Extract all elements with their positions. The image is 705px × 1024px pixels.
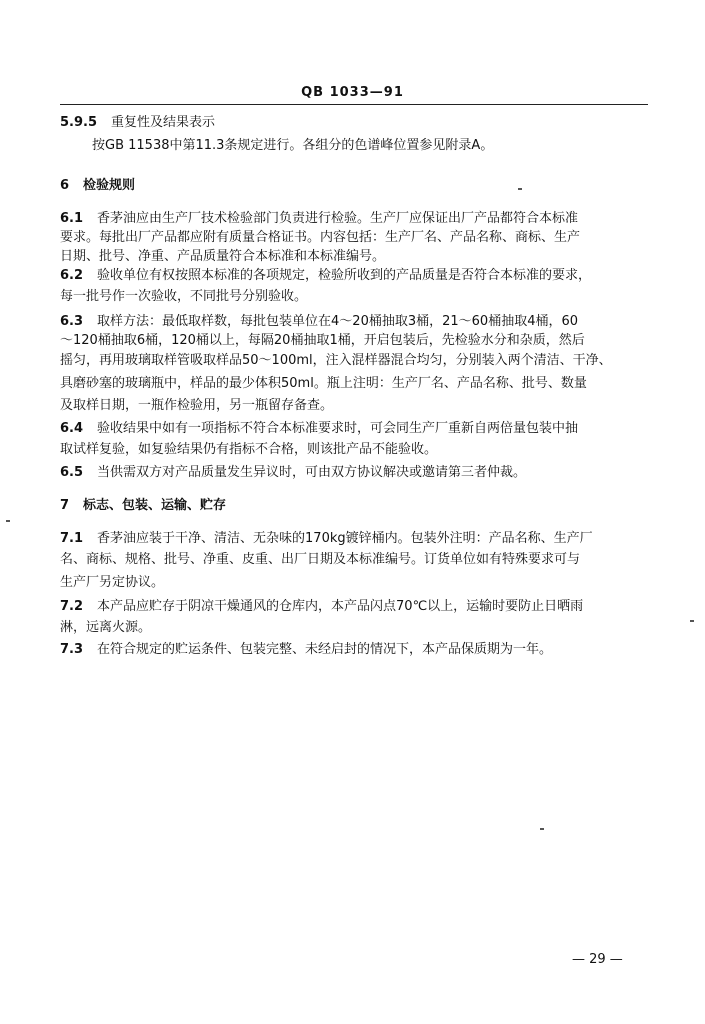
section-7-heading	[60, 497, 226, 514]
clause-number: 7.2	[60, 599, 84, 614]
clause-6-1-cont	[60, 248, 385, 265]
clause-6-3	[60, 313, 578, 330]
clause-text: 香茅油应装于干净、清洁、无杂味的170kg镀锌桶内。包装外注明：产品名称、生产厂	[97, 531, 593, 546]
scan-speck	[690, 620, 694, 622]
clause-number: 6.4	[60, 421, 84, 436]
clause-text: 按GB 11538中第11.3条规定进行。各组分的色谱峰位置参见附录A。	[92, 138, 494, 153]
clause-text: 日期、批号、净重、产品质量符合本标准和本标准编号。	[60, 249, 386, 264]
clause-number: 6.3	[60, 314, 84, 329]
clause-number: 7.1	[60, 531, 84, 546]
clause-7-1-cont	[60, 574, 164, 591]
clause-number: 7.3	[60, 642, 84, 657]
clause-6-5	[60, 464, 526, 481]
clause-text: 淋，远离火源。	[60, 620, 152, 635]
clause-7-1	[60, 530, 593, 547]
clause-text: 验收单位有权按照本标准的各项规定，检验所收到的产品质量是否符合本标准的要求，	[97, 268, 592, 283]
clause-6-2	[60, 267, 591, 284]
clause-text: 验收结果中如有一项指标不符合本标准要求时，可会同生产厂重新自两倍量包装中抽	[97, 421, 579, 436]
clause-7-3	[60, 641, 552, 658]
scan-speck	[6, 520, 10, 522]
clause-text: 取试样复验，如复验结果仍有指标不合格，则该批产品不能验收。	[60, 442, 438, 457]
section-number: 6	[60, 178, 70, 193]
header-rule	[60, 104, 648, 105]
clause-text: 具磨砂塞的玻璃瓶中，样品的最少体积50ml。瓶上注明：生产厂名、产品名称、批号、数量	[60, 376, 587, 391]
section-title: 检验规则	[83, 178, 136, 193]
clause-6-1-cont	[60, 229, 580, 246]
clause-text: 要求。每批出厂产品都应附有质量合格证书。内容包括：生产厂名、产品名称、商标、生产	[60, 230, 581, 245]
page-number: — 29 —	[572, 952, 623, 967]
clause-text: 取样方法：最低取样数，每批包装单位在4～20桶抽取3桶，21～60桶抽取4桶，60	[97, 314, 579, 329]
section-title: 标志、包装、运输、贮存	[83, 498, 227, 513]
clause-7-2-cont	[60, 619, 151, 636]
clause-number: 5.9.5	[60, 115, 98, 130]
clause-6-3-cont	[60, 352, 612, 369]
clause-6-4-cont	[60, 441, 437, 458]
clause-text: 每一批号作一次验收，不同批号分别验收。	[60, 289, 308, 304]
clause-6-4	[60, 420, 578, 437]
clause-text: 摇匀，再用玻璃取样管吸取样品50～100ml，注入混样器混合均匀，分别装入两个清洁、干净、	[60, 353, 612, 368]
scan-speck	[540, 828, 544, 830]
standard-code-header: QB 1033—91	[301, 85, 404, 100]
scan-speck	[518, 188, 522, 190]
clause-text: 本产品应贮存于阴凉干燥通风的仓库内，本产品闪点70℃以上，运输时要防止日晒雨	[97, 599, 584, 614]
clause-number: 6.5	[60, 465, 84, 480]
section-6-heading	[60, 177, 135, 194]
clause-7-2	[60, 598, 583, 615]
clause-text: 在符合规定的贮运条件、包装完整、未经启封的情况下，本产品保质期为一年。	[97, 642, 553, 657]
clause-5-9-5-body	[92, 137, 493, 154]
clause-6-1	[60, 210, 578, 227]
clause-6-2-cont	[60, 288, 307, 305]
clause-5-9-5-heading	[60, 114, 215, 131]
clause-7-1-cont	[60, 551, 580, 568]
clause-text: 香茅油应由生产厂技术检验部门负责进行检验。生产厂应保证出厂产品都符合本标准	[97, 211, 579, 226]
clause-text: 名、商标、规格、批号、净重、皮重、出厂日期及本标准编号。订货单位如有特殊要求可与	[60, 552, 581, 567]
section-number: 7	[60, 498, 70, 513]
clause-6-3-cont	[60, 397, 333, 414]
clause-text: 当供需双方对产品质量发生异议时，可由双方协议解决或邀请第三者仲裁。	[97, 465, 527, 480]
clause-text: 重复性及结果表示	[111, 115, 216, 130]
clause-text: ～120桶抽取6桶，120桶以上，每隔20桶抽取1桶，开启包装后，先检验水分和杂质，然后	[60, 333, 585, 348]
clause-number: 6.1	[60, 211, 84, 226]
clause-6-3-cont	[60, 375, 587, 392]
clause-text: 及取样日期，一瓶作检验用，另一瓶留存备查。	[60, 398, 334, 413]
clause-6-3-cont	[60, 332, 585, 349]
clause-number: 6.2	[60, 268, 84, 283]
clause-text: 生产厂另定协议。	[60, 575, 165, 590]
